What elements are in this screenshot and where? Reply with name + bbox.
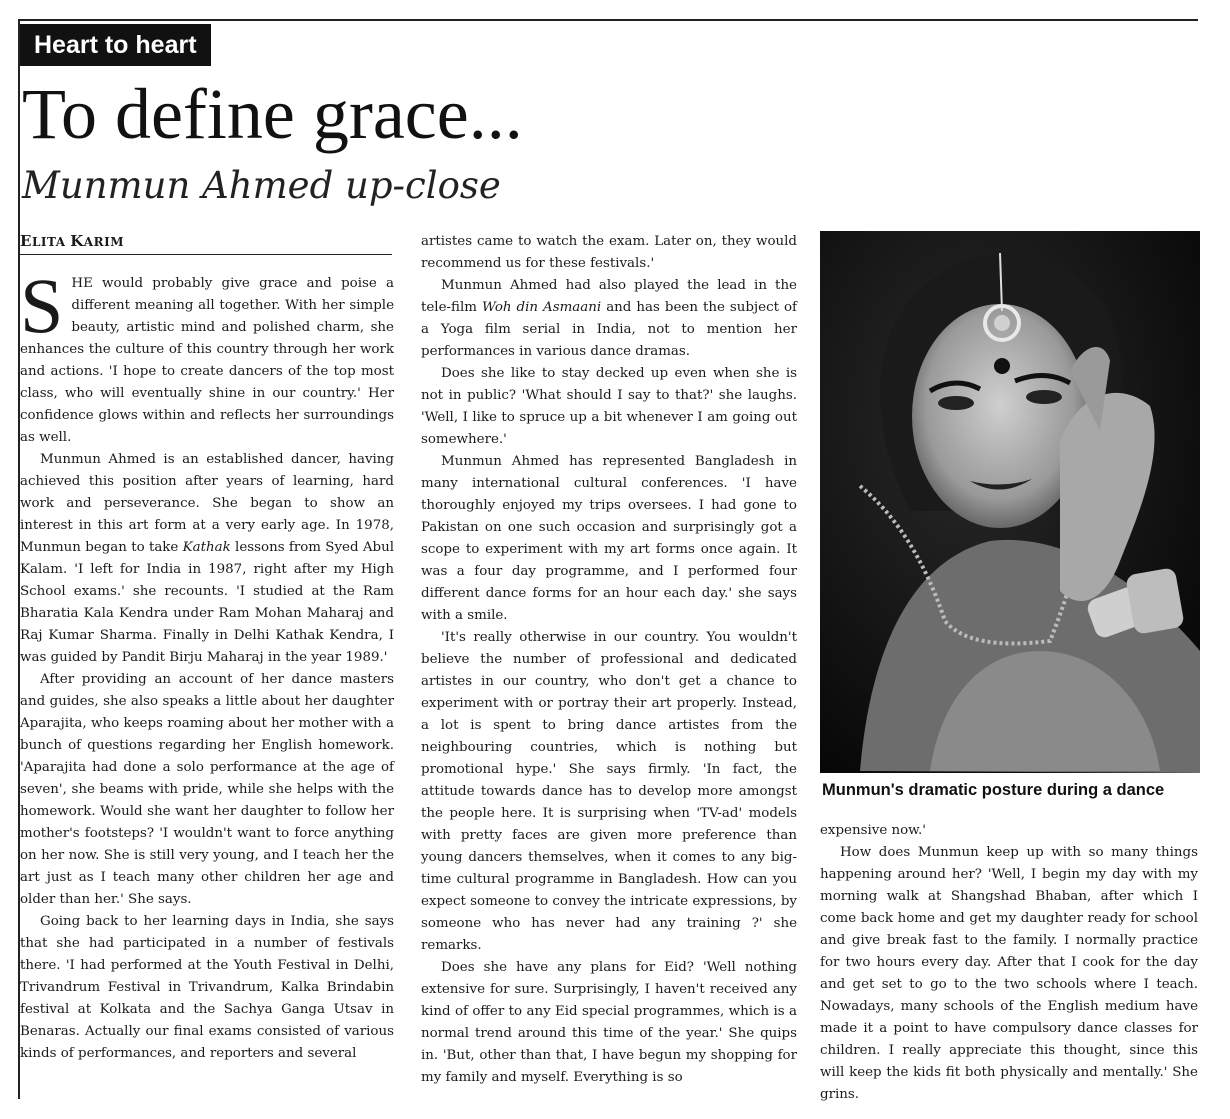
byline-first-rest: LITA [31,235,71,249]
byline-initial: E [20,232,32,250]
paragraph: Going back to her learning days in India, she says that she had participated in a number of festivals there. 'I had performed at the Youth Festival in Delhi, Trivandrum Festival in Trivandrum, Kalka Brindabin festival at Kolkata and the Sachya Ganga Utsav in Benaras. Actually our final exams consisted of various kinds of performances, and reporters and several [20,914,394,1061]
photo-caption: Munmun's dramatic posture during a dance [822,781,1165,799]
top-rule [18,19,1198,21]
dancer-photo [820,231,1200,773]
dancer-portrait-image [820,231,1200,773]
paragraph: Munmun Ahmed has represented Bangladesh in many international cultural conferences. 'I have thoroughly enjoyed my trips oversees. I had gone to Pakistan on one such occasion and surprisingly got a scope to experiment with my art forms once again. It was a four day programme, and I performed four different dance forms for an hour each day.' she says with a smile. [421,454,797,623]
paragraph: Does she have any plans for Eid? 'Well nothing extensive for sure. Surprisingly, I haven't received any kind of offer to any Eid special programmes, which is a normal trend around this time of the year.' She quips in. 'But, other than that, I have begun my shopping for my family and myself. Everything is so [421,960,797,1085]
byline-rule [20,254,392,255]
byline-last-rest: ARIM [83,235,124,249]
paragraph: How does Munmun keep up with so many things happening around her? 'Well, I begin my day with my morning walk at Shangshad Bhaban, after which I come back home and get my daughter ready for school and give break fast to the family. I normally practice for two hours every day. After that I cook for the day and get set to go to the two schools where I teach. Nowadays, many schools of the English medium have made it a point to have compulsory dance classes for children. I really appreciate this thought, since this will keep the kids fit both physically and mentally.' She grins. [820,845,1198,1102]
paragraph: After providing an account of her dance masters and guides, she also speaks a little about her daughter Aparajita, who keeps roaming about her mother with a bunch of questions regarding her English homework. 'Aparajita had done a solo performance at the age of seven', she beams with pride, while she helps with the homework. Would she want her daughter to follow her mother's footsteps? 'I wouldn't want to force anything on her now. She is still very young, and I teach her the art just as I teach many other children her age and older than her.' She says. [20,672,394,907]
paragraph [20,262,394,449]
byline-initial: K [70,232,84,250]
paragraph: Does she like to stay decked up even when she is not in public? 'What should I say to that?' she laughs. 'Well, I like to spruce up a bit whenever I am going out somewhere.' [421,366,797,447]
drop-cap: S [20,262,64,349]
paragraph-text: Munmun Ahmed is an established dancer, having achieved this position after years of learning, hard work and perseverance. She began to show an interest in this art form at a very early age. In 1978, Munmun began to take [20,452,394,555]
column-2 [421,231,797,1089]
byline [20,232,124,250]
paragraph-text: HE would probably give grace and poise a different meaning all together. With her simple beauty, artistic mind and polished charm, she enhances the culture of this country through her work and actions. 'I hope to create dancers of the top most class, who will eventually shine in our country.' Her confidence glows within and reflects her surroundings as well. [20,276,394,445]
headline: To define grace... [22,74,523,154]
paragraph: expensive now.' [820,823,926,838]
section-rubric: Heart to heart [20,24,211,66]
column-3 [820,820,1198,1106]
paragraph [20,449,394,669]
emphasis: Woh din Asmaani [481,300,602,315]
paragraph: artistes came to watch the exam. Later on, they would recommend us for these festivals.' [421,234,797,271]
paragraph-text: lessons from Syed Abul Kalam. 'I left for India in 1987, right after my High School exams.' she recounts. 'I studied at the Ram Bharatia Kala Kendra under Ram Mohan Maharaj and Raj Kumar Sharma. Finally in Delhi Kathak Kendra, I was guided by Pandit Birju Maharaj in the year 1989.' [20,540,394,665]
paragraph-text: Munmun Ahmed had also played the lead in the tele-film [421,278,797,315]
emphasis: Kathak [182,540,231,555]
paragraph: 'It's really otherwise in our country. You wouldn't believe the number of professional and dedicated artistes in our country, who don't get a chance to experiment with or portray their art properly. Instead, a lot is spent to bring dance artistes from the neighbouring countries, which is nothing but promotional hype.' She says firmly. 'In fact, the attitude towards dance has to develop more amongst the people here. It is surprising when 'TV-ad' models with pretty faces are given more preference than young dancers themselves, when it comes to any big-time cultural programme in Bangladesh. How can you expect someone to convey the intricate expressions, by someone who has never had any training ?' she remarks. [421,630,797,953]
paragraph [421,275,797,363]
subheadline: Munmun Ahmed up-close [22,164,501,207]
paragraph-text: and has been the subject of a Yoga film serial in India, not to mention her performances in various dance dramas. [421,300,797,359]
column-1 [20,262,394,1065]
